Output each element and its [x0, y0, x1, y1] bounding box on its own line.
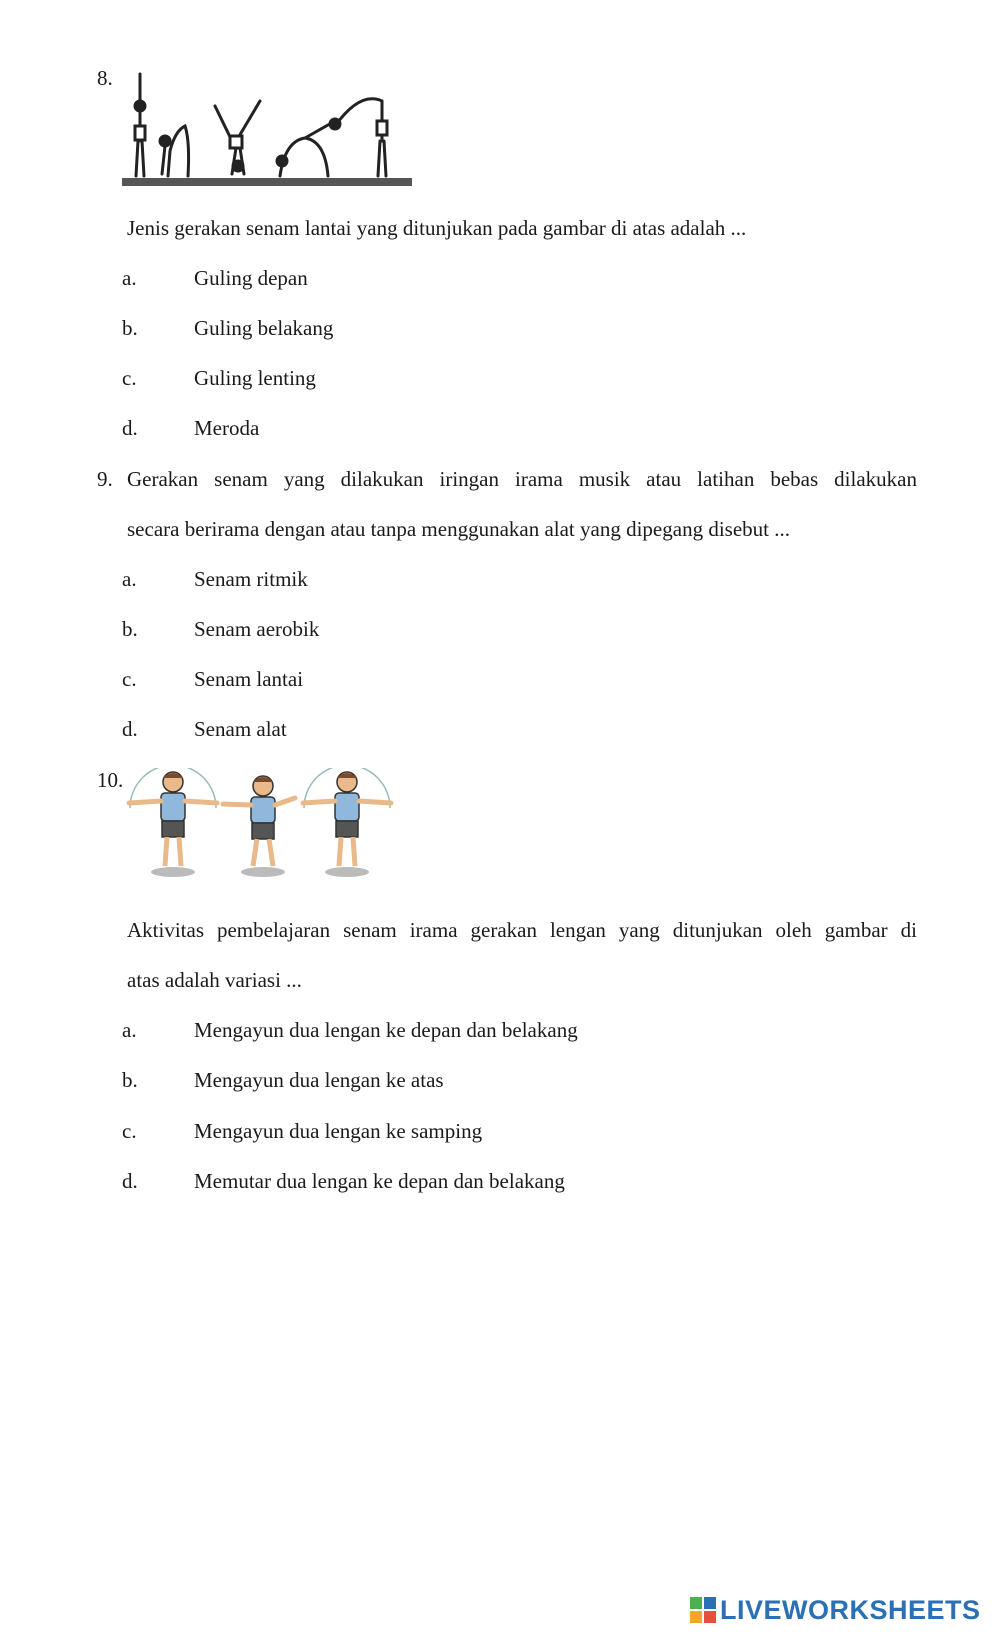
child-figure-3 — [303, 768, 391, 877]
q8-option-d[interactable]: Meroda — [194, 416, 260, 440]
q8-option-a-letter: a. — [122, 266, 137, 290]
q9-option-b-letter: b. — [122, 617, 138, 641]
question-10-prompt-line-2: atas adalah variasi ... — [127, 968, 302, 992]
question-10-prompt-line-1: Aktivitas pembelajaran senam irama gerakan lengan yang ditunjukan oleh gambar di — [127, 918, 917, 942]
gymnast-figure-3 — [215, 101, 260, 174]
q10-option-a[interactable]: Mengayun dua lengan ke depan dan belakang — [194, 1018, 578, 1042]
q9-option-a[interactable]: Senam ritmik — [194, 567, 308, 591]
q9-option-a-letter: a. — [122, 567, 137, 591]
q10-option-a-letter: a. — [122, 1018, 137, 1042]
question-9-prompt-line-1: Gerakan senam yang dilakukan iringan irama musik atau latihan bebas dilakukan — [127, 467, 917, 491]
q8-option-c[interactable]: Guling lenting — [194, 366, 316, 390]
gymnast-figure-4 — [277, 121, 335, 176]
q10-option-b[interactable]: Mengayun dua lengan ke atas — [194, 1068, 444, 1092]
question-10-number: 10. — [97, 768, 124, 792]
q8-option-a[interactable]: Guling depan — [194, 266, 308, 290]
q9-option-b[interactable]: Senam aerobik — [194, 617, 320, 641]
child-figure-2 — [223, 776, 295, 877]
q9-option-d-letter: d. — [122, 717, 138, 741]
q8-option-b-letter: b. — [122, 316, 138, 340]
child-figure-1 — [129, 768, 217, 877]
q8-option-d-letter: d. — [122, 416, 138, 440]
q8-option-c-letter: c. — [122, 366, 137, 390]
gymnast-figure-1 — [135, 74, 145, 176]
q9-option-c-letter: c. — [122, 667, 137, 691]
gym-mat — [122, 178, 412, 186]
q10-option-b-letter: b. — [122, 1068, 138, 1092]
q9-option-c[interactable]: Senam lantai — [194, 667, 304, 691]
q8-option-b[interactable]: Guling belakang — [194, 316, 334, 340]
liveworksheets-logo-text: LIVEWORKSHEETS — [720, 1594, 981, 1625]
question-9-prompt-line-2: secara berirama dengan atau tanpa menggunakan alat yang dipegang disebut ... — [127, 517, 790, 541]
liveworksheets-logo-icon — [690, 1597, 716, 1623]
question-9-number: 9. — [97, 467, 113, 491]
q10-option-d-letter: d. — [122, 1169, 138, 1193]
gymnast-figure-5 — [330, 99, 387, 176]
q9-option-d[interactable]: Senam alat — [194, 717, 287, 741]
arm-swing-illustration — [125, 768, 405, 880]
back-walkover-illustration — [120, 66, 415, 190]
q10-option-d[interactable]: Memutar dua lengan ke depan dan belakang — [194, 1169, 565, 1193]
question-8-prompt: Jenis gerakan senam lantai yang ditunjukan pada gambar di atas adalah ... — [127, 216, 747, 240]
q10-option-c-letter: c. — [122, 1119, 137, 1143]
gymnast-figure-2 — [160, 126, 189, 176]
liveworksheets-logo — [690, 1590, 990, 1630]
q10-option-c[interactable]: Mengayun dua lengan ke samping — [194, 1119, 483, 1143]
question-8-number: 8. — [97, 66, 113, 90]
